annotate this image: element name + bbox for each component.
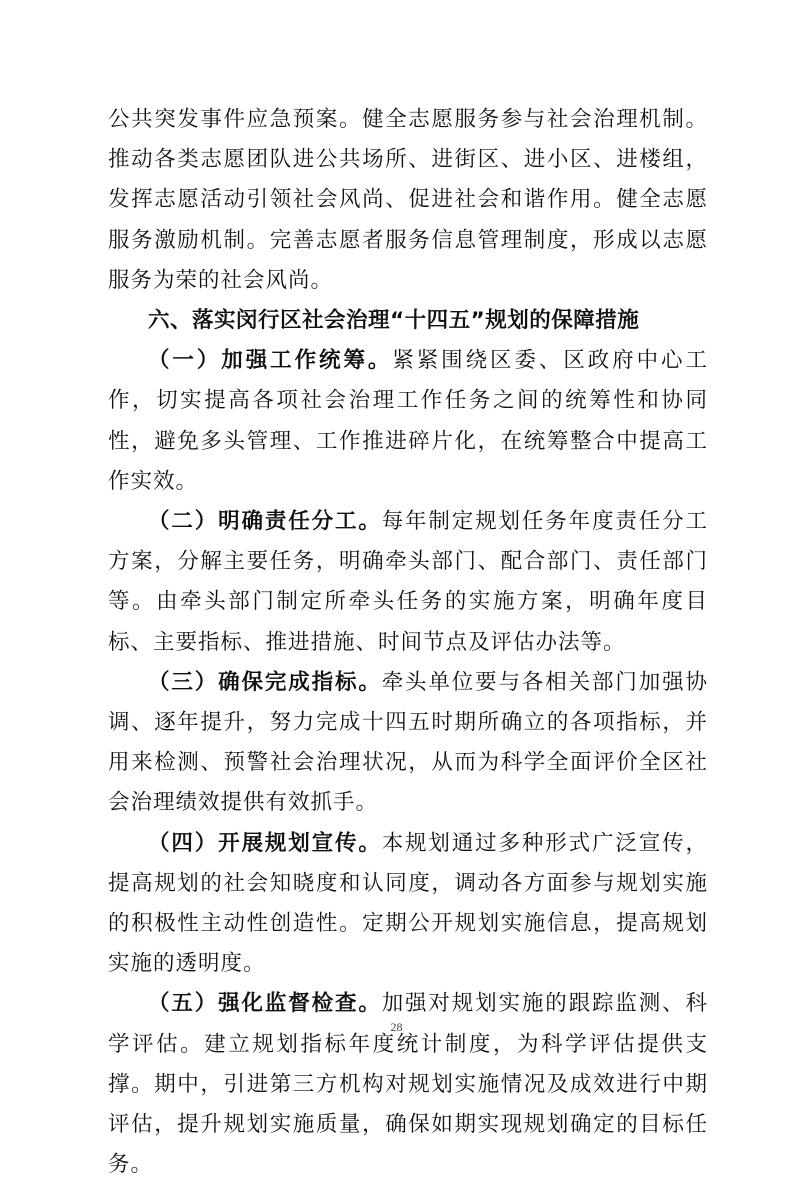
paragraph-strengthen-coordination <box>108 341 708 502</box>
page-number: 28 <box>390 1020 403 1034</box>
item-text: 加强对规划实施的跟踪监测、科学评估。建立规划指标年度统计制度，为科学评估提供支撑。期中，引进第三方机构对规划实施情况及成效进行中期评估，提升规划实施质量，确保如期实现规划确定的目标任务。 <box>108 991 708 1178</box>
item-text: 牵头单位要与各相关部门加强协调、逐年提升，努力完成十四五时期所确立的各项指标，并用来检测、预警社会治理状况，从而为科学全面评价全区社会治理绩效提供有效抓手。 <box>108 669 708 816</box>
paragraph-volunteer-service <box>108 100 708 301</box>
item-text: 紧紧围绕区委、区政府中心工作，切实提高各项社会治理工作任务之间的统筹性和协同性，避免多头管理、工作推进碎片化，在统筹整合中提高工作实效。 <box>108 348 708 494</box>
section-heading-safeguard-measures <box>108 301 708 341</box>
item-text: 本规划通过多种形式广泛宣传，提高规划的社会知晓度和认同度，调动各方面参与规划实施的积极性主动性创造性。定期公开规划实施信息，提高规划实施的透明度。 <box>108 830 708 977</box>
paragraph-plan-publicity <box>108 824 708 985</box>
item-heading: （五）强化监督检查。 <box>148 991 382 1017</box>
paragraph-ensure-indicators <box>108 663 708 824</box>
item-text: 每年制定规划任务年度责任分工方案，分解主要任务，明确牵头部门、配合部门、责任部门等。由牵头部门制定所牵头任务的实施方案，明确年度目标、主要指标、推进措施、时间节点及评估办法等。 <box>108 509 708 655</box>
section-heading-text: 六、落实闵行区社会治理“十四五”规划的保障措施 <box>148 308 640 334</box>
item-heading: （二）明确责任分工。 <box>148 509 382 535</box>
paragraph-text: 公共突发事件应急预案。健全志愿服务参与社会治理机制。推动各类志愿团队进公共场所、进街区、进小区、进楼组，发挥志愿活动引领社会风尚、促进社会和谐作用。健全志愿服务激励机制。完善志愿者服务信息管理制度，形成以志愿服务为荣的社会风尚。 <box>108 107 708 293</box>
item-heading: （一）加强工作统筹。 <box>148 348 393 374</box>
paragraph-supervision-inspection <box>108 984 708 1185</box>
paragraph-clarify-responsibilities <box>108 502 708 663</box>
item-heading: （三）确保完成指标。 <box>148 669 382 695</box>
item-heading: （四）开展规划宣传。 <box>148 830 382 856</box>
